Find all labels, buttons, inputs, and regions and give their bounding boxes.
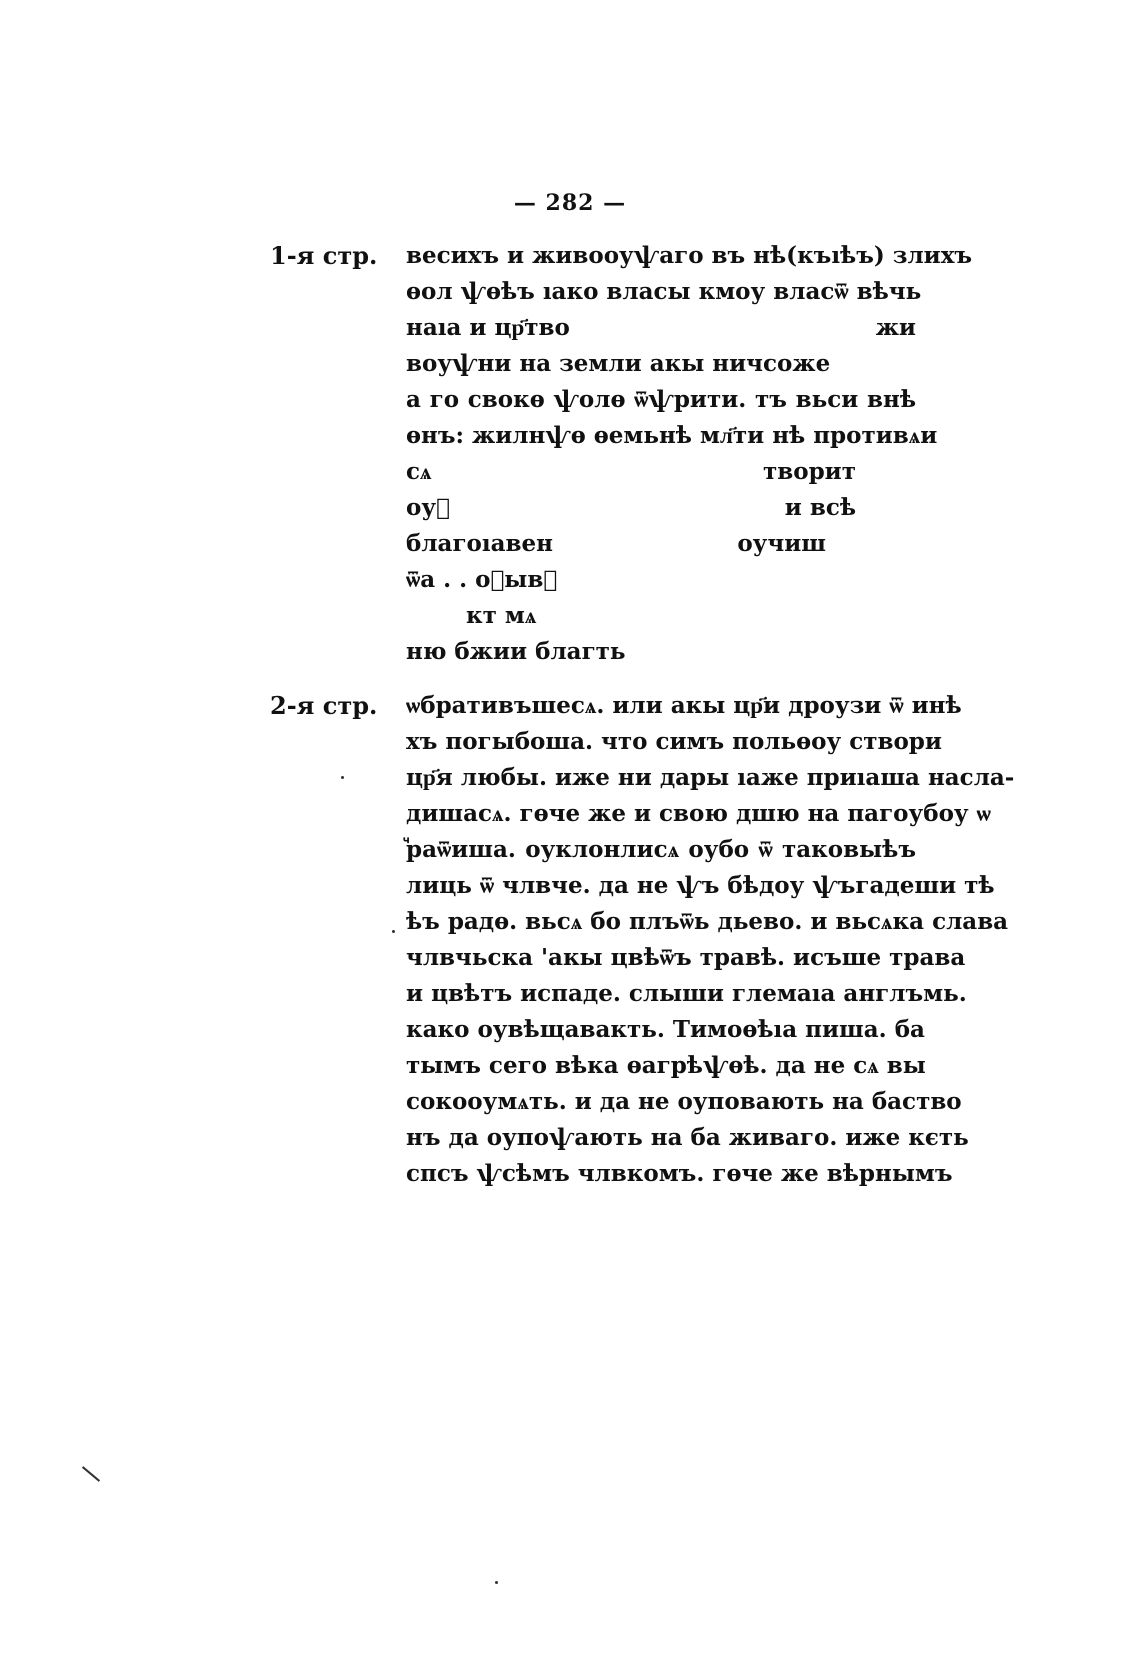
ink-speck — [341, 776, 344, 779]
line-text-left: наıа и цр҃тво — [406, 314, 570, 341]
text-block — [406, 238, 973, 670]
text-line — [406, 760, 1015, 796]
text-line — [406, 310, 916, 346]
line-text-left: оуⷱ — [406, 494, 450, 521]
line-text-left: ѿа . . оⷱывⷥ — [406, 566, 558, 593]
text-line — [406, 976, 967, 1012]
text-line — [406, 382, 916, 418]
line-text-left: ню бжии благть — [406, 638, 626, 665]
line-text-right: оучиш — [737, 530, 826, 557]
text-line — [406, 904, 1009, 940]
text-line — [406, 490, 916, 526]
line-text: ѡбративъшесѧ. или акы цр҃и дроузи ѿ инѣ — [406, 692, 962, 719]
section-label: 2-я стр. — [270, 691, 378, 720]
text-line — [406, 724, 942, 760]
text-line — [406, 1156, 953, 1192]
text-line — [406, 274, 922, 310]
section-page-2 — [0, 688, 1140, 1248]
page-number: — 282 — — [513, 190, 627, 216]
line-text-indent: кт мѧ — [466, 602, 537, 629]
line-text-right: жи — [875, 314, 916, 341]
line-text: како оувѣщавакть. Тимоѳѣıа пиша. ба — [406, 1016, 925, 1043]
text-line — [406, 238, 973, 274]
line-text: лиць ѿ члвче. да не ѱъ бѣдоу ѱъгадеши тѣ — [406, 872, 995, 899]
line-text-right: и всѣ — [784, 494, 856, 521]
line-text: а го свокѳ ѱолѳ ѿѱрити. тъ вьси внѣ — [406, 386, 916, 413]
line-text: ѣъ радѳ. вьсѧ бо плъѿь дьево. и вьсѧка слава — [406, 908, 1009, 935]
ink-speck — [495, 1581, 498, 1584]
ink-speck — [392, 930, 395, 933]
text-line — [406, 688, 962, 724]
line-text: дишасѧ. гѳче же и свою дшю на пагоубоу ѡ — [406, 800, 991, 827]
text-block — [406, 688, 1015, 1192]
line-text-left: благоıавен — [406, 530, 553, 557]
section-label: 1-я стр. — [270, 241, 378, 270]
text-line — [406, 562, 916, 598]
section-page-1 — [0, 238, 1140, 678]
line-text: спсъ ѱсѣмъ члвкомъ. гѳче же вѣрнымъ — [406, 1160, 953, 1187]
text-line — [406, 346, 916, 382]
text-line — [406, 598, 916, 634]
text-line — [406, 796, 991, 832]
text-line — [406, 454, 916, 490]
line-text: тымъ сего вѣка ѳагрѣѱѳѣ. да не сѧ вы — [406, 1052, 926, 1079]
line-text: нъ да оупоѱають на ба живаго. иже кєть — [406, 1124, 969, 1151]
line-text: цр҃я любы. иже ни дары ıаже приıаша насла- — [406, 764, 1015, 791]
line-text: весихъ и живооуѱаго въ нѣ(къıѣъ) злихъ — [406, 242, 973, 269]
line-text: хъ погыбоша. что симъ польѳоу створи — [406, 728, 942, 755]
text-line — [406, 418, 938, 454]
line-text: сокооумѧть. и да не оуповають на баство — [406, 1088, 962, 1115]
text-line — [406, 940, 966, 976]
text-line — [406, 1048, 926, 1084]
line-text-right: творит — [763, 458, 856, 485]
line-text: воуѱни на земли акы ничсоже — [406, 350, 831, 377]
line-text: ѳнъ: жилнѱѳ ѳемьнѣ мл҃ти нѣ противѧи — [406, 422, 938, 449]
line-text: ⷱраѿиша. оуклонлисѧ оубо ѿ таковыѣъ — [406, 836, 916, 863]
text-line — [406, 868, 995, 904]
text-line — [406, 1120, 969, 1156]
text-line — [406, 1012, 925, 1048]
text-line — [406, 526, 916, 562]
ink-mark — [82, 1466, 100, 1482]
line-text: ѳол ѱѳѣъ ıако власы кмоу власѿ вѣчь — [406, 278, 922, 305]
line-text: члвчьска 'акы цвѣѿъ травѣ. исъше трава — [406, 944, 966, 971]
text-line — [406, 832, 916, 868]
line-text: и цвѣтъ испаде. слыши глемаıа англъмь. — [406, 980, 967, 1007]
text-line — [406, 1084, 962, 1120]
text-line — [406, 634, 916, 670]
line-text-left: сѧ — [406, 458, 432, 485]
